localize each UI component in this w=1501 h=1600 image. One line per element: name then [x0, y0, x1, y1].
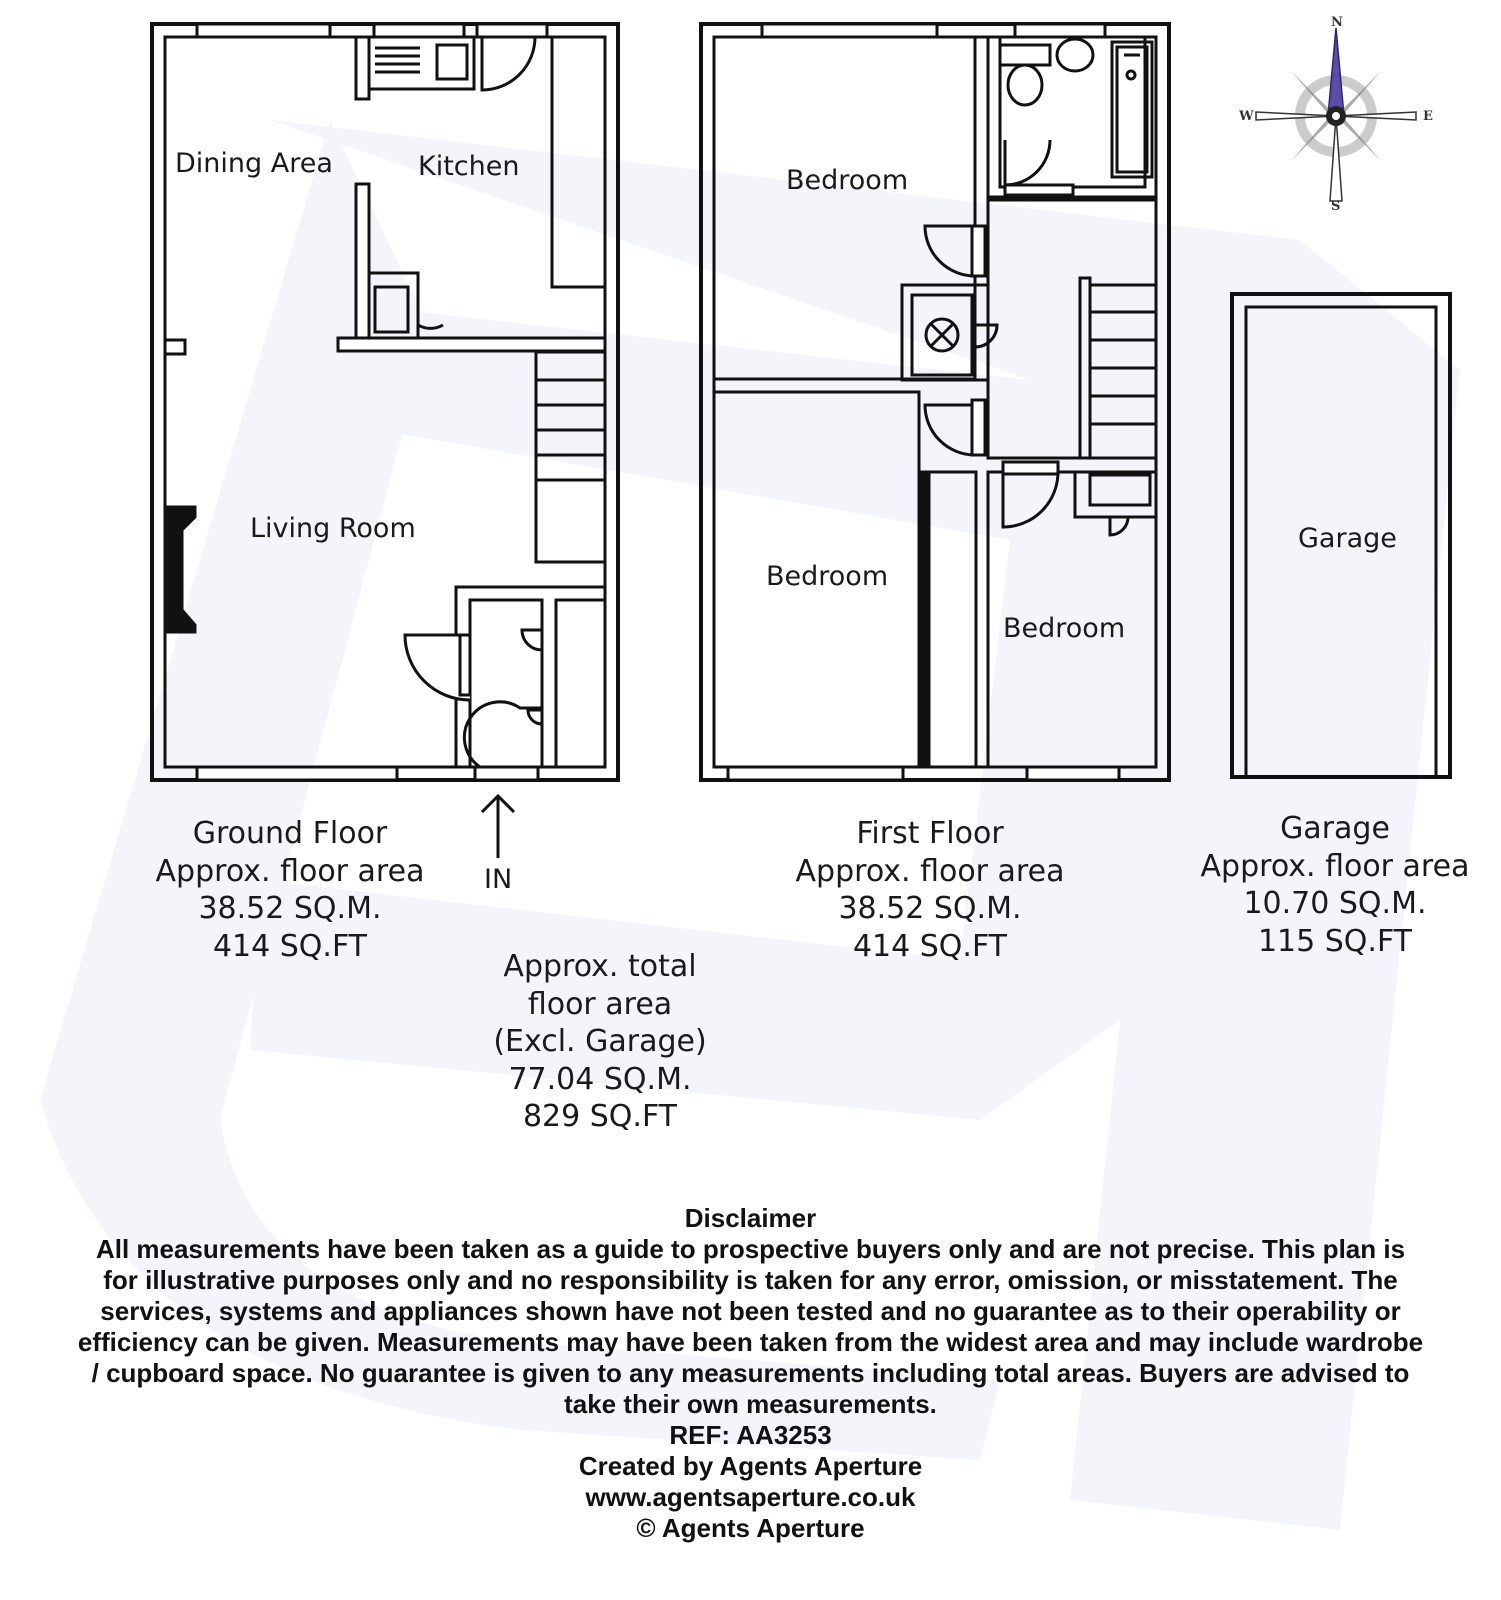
disclaimer-line: for illustrative purposes only and no responsibility is taken for any error, omission, or misstatement. The: [103, 1265, 1398, 1295]
compass-north: N: [1331, 15, 1343, 30]
total-line-3: (Excl. Garage): [493, 1024, 707, 1059]
compass-west: W: [1239, 109, 1254, 124]
room-label-small-bedroom: Bedroom: [1003, 613, 1126, 644]
disclaimer-line: efficiency can be given. Measurements may have been taken from the widest area and may include wardrobe: [77, 1327, 1424, 1357]
total-sqft: 829 SQ.FT: [522, 1099, 678, 1134]
first-floor-caption: [780, 815, 1080, 965]
compass-south: S: [1331, 199, 1341, 214]
disclaimer-line: / cupboard space. No guarantee is given to any measurements including total areas. Buyers are advised to: [91, 1358, 1410, 1388]
copyright: © Agents Aperture: [636, 1513, 865, 1543]
compass-rose-icon: [1256, 28, 1416, 201]
total-sqm: 77.04 SQ.M.: [508, 1061, 692, 1097]
garage-area-label: Approx. floor area: [1200, 848, 1470, 884]
ground-floor-area-label: Approx. floor area: [155, 853, 425, 889]
ground-floor-caption: [140, 815, 440, 965]
total-area-caption: [450, 948, 750, 1136]
website-link[interactable]: www.agentsaperture.co.uk: [585, 1482, 916, 1512]
disclaimer-heading: Disclaimer: [684, 1203, 817, 1233]
room-label-garage: Garage: [1298, 523, 1397, 554]
first-floor-title: First Floor: [856, 816, 1004, 851]
room-label-front-bedroom: Bedroom: [786, 165, 909, 196]
ground-floor-title: Ground Floor: [192, 816, 388, 851]
room-label-rear-bedroom: Bedroom: [766, 561, 889, 592]
entrance-label: IN: [484, 864, 513, 895]
ground-floor-sqm: 38.52 SQ.M.: [198, 891, 382, 926]
total-line-1: Approx. total: [503, 949, 697, 984]
ground-floor-sqft: 414 SQ.FT: [212, 928, 368, 964]
disclaimer-line: All measurements have been taken as a guide to prospective buyers only and are not precise. This plan is: [95, 1234, 1406, 1264]
reference-number: REF: AA3253: [669, 1420, 832, 1450]
entrance-arrow-icon: [482, 796, 514, 858]
garage-sqft: 115 SQ.FT: [1257, 923, 1413, 959]
disclaimer-block: [0, 1203, 1501, 1544]
garage-title: Garage: [1280, 811, 1390, 846]
compass-east: E: [1423, 109, 1433, 124]
garage-caption: [1185, 810, 1485, 960]
first-floor-sqm: 38.52 SQ.M.: [838, 891, 1022, 926]
room-label-kitchen: Kitchen: [418, 151, 520, 182]
room-label-dining-area: Dining Area: [175, 148, 333, 179]
created-by: Created by Agents Aperture: [578, 1451, 923, 1481]
disclaimer-line: take their own measurements.: [564, 1389, 937, 1419]
disclaimer-line: services, systems and appliances shown have not been tested and no guarantee as to their operability or: [100, 1296, 1401, 1326]
first-floor-sqft: 414 SQ.FT: [852, 928, 1008, 964]
total-line-2: floor area: [527, 986, 673, 1022]
first-floor-area-label: Approx. floor area: [795, 853, 1065, 889]
room-label-living-room: Living Room: [250, 513, 416, 544]
garage-sqm: 10.70 SQ.M.: [1243, 886, 1427, 921]
